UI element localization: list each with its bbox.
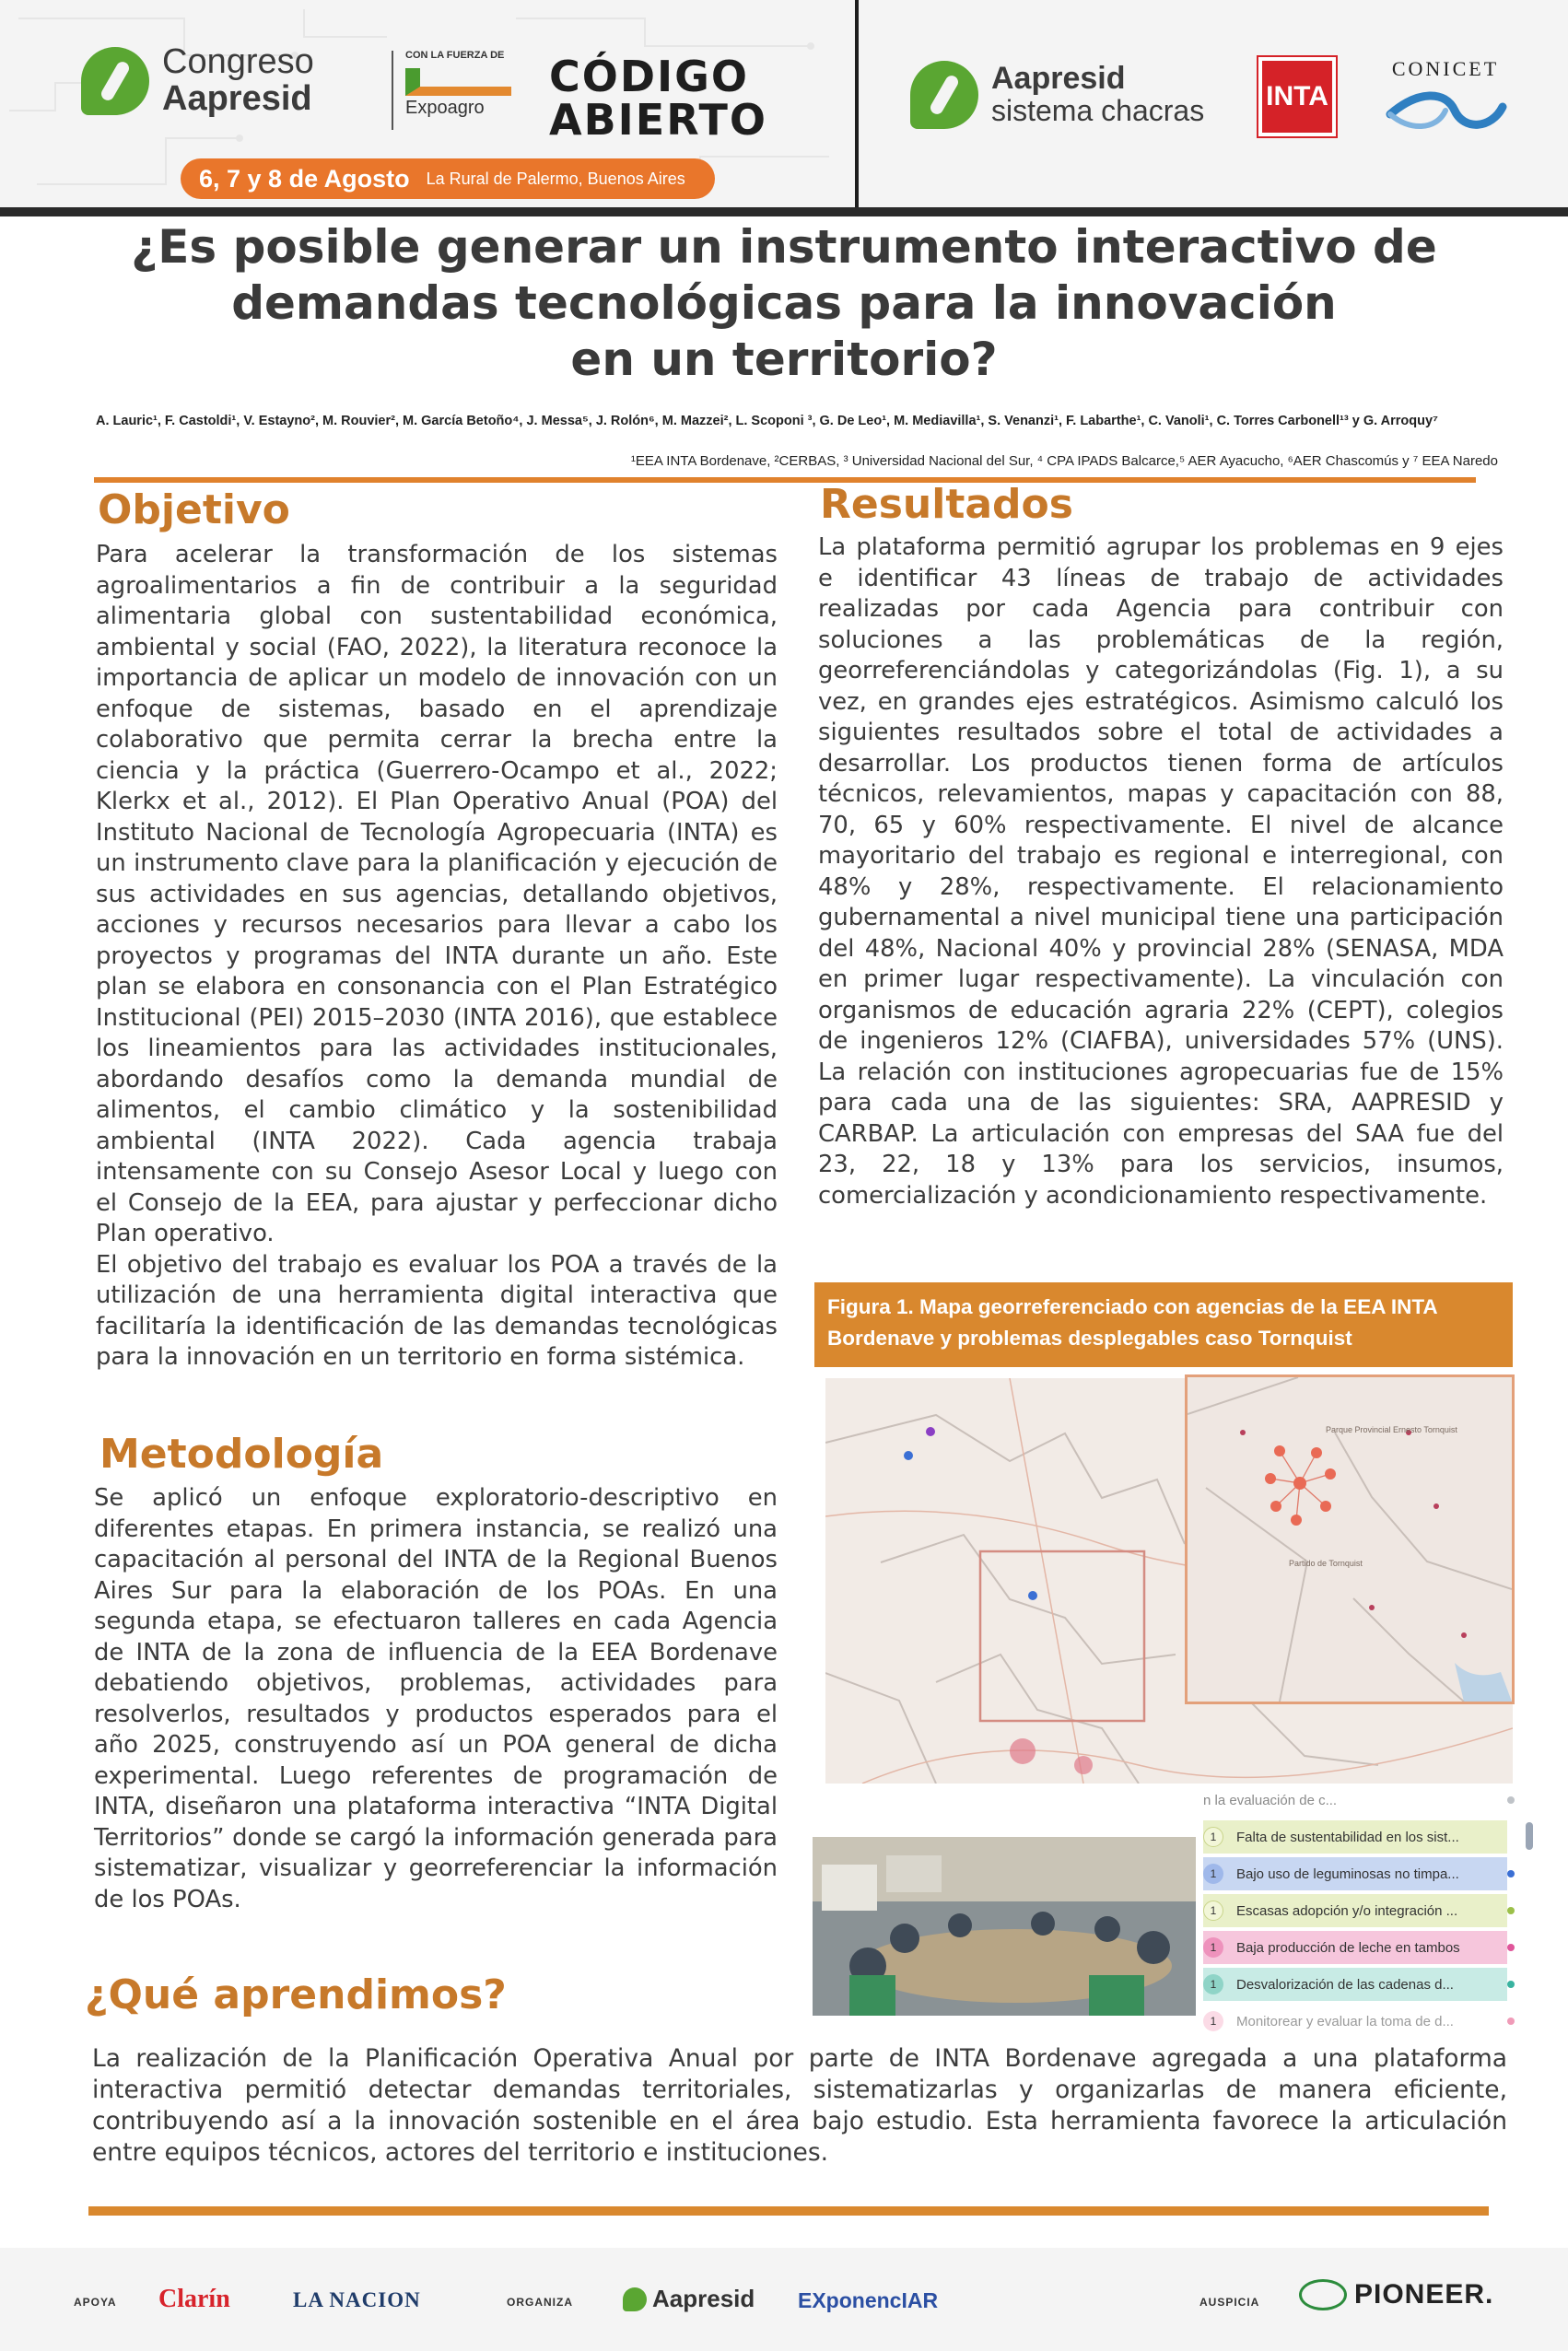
event-venue: La Rural de Palermo, Buenos Aires (426, 169, 685, 188)
pioneer-text: PIONEER. (1354, 2279, 1494, 2310)
codigo-abierto-logo (549, 52, 768, 145)
header-divider (855, 0, 859, 214)
objetivo-heading: Objetivo (98, 486, 290, 533)
dropdown-dot (1507, 1944, 1515, 1951)
dropdown-item[interactable] (1203, 1968, 1507, 2001)
expoagro-mark-icon (405, 68, 511, 96)
objetivo-text (96, 540, 778, 1374)
footer-organiza: ORGANIZA (507, 2296, 573, 2309)
exponencial-logo: EXponencIAR (798, 2288, 939, 2312)
objetivo-paragraph-2: El objetivo del trabajo es evaluar los POA a través de la utilización de una herramienta digital interactiva que facilitaría la identificación de las demandas tecnológicas para la innovación en un territorio en forma sistémica. (96, 1250, 778, 1371)
dropdown-dot (1507, 1981, 1515, 1988)
dropdown-item-label: Escasas adopción y/o integración ... (1236, 1902, 1458, 1919)
codigo-line2: ABIERTO (549, 94, 768, 145)
resultados-text: La plataforma permitió agrupar los problemas en 9 ejes e identificar 43 líneas de trabajo de actividades realizadas por cada Agencia para contribuir con soluciones a las problemáticas de la región, georreferenciándolas y categorizándolas (Fig. 1), a su vez, en grandes ejes estratégicos. Asimismo calculó los siguientes resultados sobre el total de actividades a desarrollar. Los productos tienen forma de artículos técnicos, relevamientos, mapas y capacitación con 88, 70, 65 y 60% respectivamente. El nivel de alcance mayoritario del trabajo es regional e interregional, con 48% y 28%, respectivamente. El relacionamiento gubernamental a nivel municipal tiene una participación del 48%, Nacional 40% y provincial 28% (SENASA, MDA en primer lugar respectivamente). La vinculación con organismos de educación agraria 22% (CEPT), colegios de ingenieros 12% (CIAFBA), universidades 57% (UNS). La relación con instituciones agropecuarias fue de 15% para cada una de las siguientes: SRA, AAPRESID y CARBAP. La articulación con empresas del SAA fue del 23, 22, 18 y 13% para los servicios, insumos, comercialización y acondicionamiento respectivamente. (818, 533, 1504, 1210)
dropdown-item-number: 1 (1203, 1901, 1223, 1921)
title-line3: en un territorio? (570, 333, 998, 386)
dropdown-item-label: Bajo uso de leguminosas no timpa... (1236, 1866, 1459, 1882)
congreso-aapresid-logo (81, 44, 314, 118)
dropdown-item[interactable] (1203, 1931, 1507, 1964)
logo-separator (392, 51, 393, 130)
author-list: A. Lauric¹, F. Castoldi¹, V. Estayno², M. Rouvier², M. García Betoño⁴, J. Messa⁵, J. Rolón⁶, M. Mazzei², L. Scoponi ³, G. De Leo¹, M. Mediavilla¹, S. Venanzi¹, F. Labarthe¹, C. Vanoli¹, C. Torres Carbonell¹³ y G. Arroquy⁷ (96, 414, 1439, 428)
workshop-photo (813, 1837, 1196, 2016)
dropdown-item-number: 1 (1203, 1827, 1223, 1847)
inta-logo: INTA (1258, 57, 1336, 136)
event-date: 6, 7 y 8 de Agosto (199, 164, 410, 193)
aapresid-leaf-icon (81, 47, 149, 115)
dropdown-dot (1507, 1907, 1515, 1914)
conicet-wave-icon (1381, 87, 1510, 135)
dropdown-dot (1507, 2018, 1515, 2025)
metodologia-text: Se aplicó un enfoque exploratorio-descriptivo en diferentes etapas. En primera instancia, se realizó una capacitación al personal del INTA de la Regional Buenos Aires Sur para la elaboración de los POAs. En una segunda etapa, se efectuaron talleres en cada Agencia de INTA de la zona de influencia de la EEA Bordenave debatiendo objetivos, problemas, actividades para resolverlos, resultados y productos esperados para el año 2025, construyendo así un POA general de dicha experimental. Luego referentes de programación de INTA, diseñaron una plataforma interactiva “INTA Digital Territorios” donde se cargó la información generada para sistematizar, visualizar y georreferenciar la información de los POAs. (94, 1484, 778, 1913)
dropdown-item-number: 1 (1203, 2011, 1223, 2031)
expoagro-logo (405, 50, 511, 119)
dropdown-item-label: n la evaluación de c... (1203, 1792, 1338, 1808)
dropdown-item[interactable] (1203, 1857, 1507, 1890)
dropdown-item-label: Falta de sustentabilidad en los sist... (1236, 1829, 1459, 1845)
inset-drawing (1188, 1377, 1512, 1702)
objetivo-paragraph-1: Para acelerar la transformación de los sistemas agroalimentarios a fin de contribuir a la seguridad alimentaria global con sustentabilidad económica, ambiental y social (FAO, 2022), la literatura reconoce la importancia de aplicar un modelo de innovación con un enfoque de sistemas, basado en el aprendizaje colaborativo que permita cerrar la brecha entre la ciencia y la práctica (Guerrero-Ocampo et al., 2022; Klerkx et al., 2012). El Plan Operativo Anual (POA) del Instituto Nacional de Tecnología Agropecuaria (INTA) es un instrumento clave para la planificación y ejecución de sus actividades en sus agencias, detallando objetivos, acciones y recursos necesarios para llevar a cabo los proyectos y programas del INTA durante un año. Este plan se elabora en consonancia con el Plan Estratégico Institucional (PEI) 2015–2030 (INTA 2016), que establece los lineamientos para las actividades institucionales, abordando desafíos como la demanda mundial de alimentos, el cambio climático y la sostenibilidad ambiental (INTA 2022). Cada agencia trabaja intensamente con su Consejo Asesor Local y luego con el Consejo de la EEA, para ajustar y perfeccionar dicho Plan operativo. (96, 541, 778, 1247)
congreso-line2: Aapresid (162, 78, 312, 118)
dropdown-dot (1507, 1796, 1515, 1804)
chacras-line2: sistema chacras (991, 94, 1205, 128)
conicet-logo (1376, 57, 1515, 139)
chacras-line1: Aapresid (991, 61, 1126, 97)
dropdown-item-number: 1 (1203, 1864, 1223, 1884)
expoagro-small-text: CON LA FUERZA DE (405, 50, 505, 61)
footer-auspicia: AUSPICIA (1199, 2296, 1260, 2309)
map-zoom-box (980, 1551, 1144, 1721)
footer-aapresid-logo (623, 2285, 755, 2313)
map-inset-tornquist (1185, 1374, 1515, 1704)
resultados-heading: Resultados (820, 481, 1073, 528)
clarin-logo: Clarín (158, 2285, 230, 2313)
inset-label-park: Parque Provincial Ernesto Tornquist (1326, 1425, 1457, 1434)
pioneer-oval-icon (1299, 2279, 1347, 2310)
conicet-name: CONICET (1391, 57, 1500, 80)
dropdown-item[interactable] (1203, 1894, 1507, 1927)
dropdown-dot (1507, 1870, 1515, 1877)
problems-dropdown[interactable] (1196, 1784, 1535, 2029)
dropdown-scrollbar[interactable] (1526, 1822, 1533, 1850)
footer-apoya: APOYA (74, 2296, 117, 2309)
photo-drawing (813, 1837, 1196, 2016)
dropdown-item-label: Desvalorización de las cadenas d... (1236, 1976, 1454, 1993)
aapresid-chacras-logo (910, 61, 1204, 129)
dropdown-item[interactable] (1203, 1784, 1507, 1817)
aapresid-leaf-icon (623, 2287, 647, 2311)
pioneer-logo (1299, 2279, 1493, 2310)
inset-label-partido: Partido de Tornquist (1289, 1559, 1363, 1568)
title-divider (94, 477, 1476, 483)
aprendimos-heading: ¿Qué aprendimos? (85, 1971, 507, 2018)
metodologia-heading: Metodología (99, 1431, 384, 1478)
dropdown-item-label: Baja producción de leche en tambos (1236, 1939, 1460, 1956)
affiliations: ¹EEA INTA Bordenave, ²CERBAS, ³ Universidad Nacional del Sur, ⁴ CPA IPADS Balcarce,⁵ AER Ayacucho, ⁶AER Chascomús y ⁷ EEA Naredo (630, 453, 1498, 469)
header-bottom-bar (0, 207, 1568, 216)
congreso-line1: Congreso (162, 42, 314, 81)
dropdown-item-number: 1 (1203, 1974, 1223, 1994)
aapresid-leaf-icon (910, 61, 978, 129)
aprendimos-text: La realización de la Planificación Operativa Anual por parte de INTA Bordenave agregada a una plataforma interactiva permitió detectar demandas territoriales, sistematizarlas y organizarlas de manera eficiente, contribuyendo así a la innovación sostenible en el área bajo estudio. Esta herramienta favorece la articulación entre equipos técnicos, actores del territorio e instituciones. (92, 2044, 1507, 2167)
date-badge (181, 158, 715, 199)
footer-aapresid-text: Aapresid (652, 2285, 755, 2312)
title-line2: demandas tecnológicas para la innovación (231, 276, 1337, 330)
codigo-line1: CÓDIGO (549, 52, 750, 101)
dropdown-item-number: 1 (1203, 1937, 1223, 1958)
title-line1: ¿Es posible generar un instrumento interactivo de (131, 220, 1437, 274)
dropdown-item-label: Monitorear y evaluar la toma de d... (1236, 2013, 1454, 2029)
expoagro-name: Expoagro (405, 98, 485, 118)
figure-caption: Figura 1. Mapa georreferenciado con agencias de la EEA INTA Bordenave y problemas desplegables caso Tornquist (814, 1282, 1513, 1367)
dropdown-item[interactable] (1203, 2005, 1507, 2038)
dropdown-item[interactable] (1203, 1820, 1507, 1854)
bottom-divider (88, 2206, 1489, 2216)
poster-title (55, 219, 1513, 388)
lanacion-logo: LA NACION (293, 2288, 421, 2311)
